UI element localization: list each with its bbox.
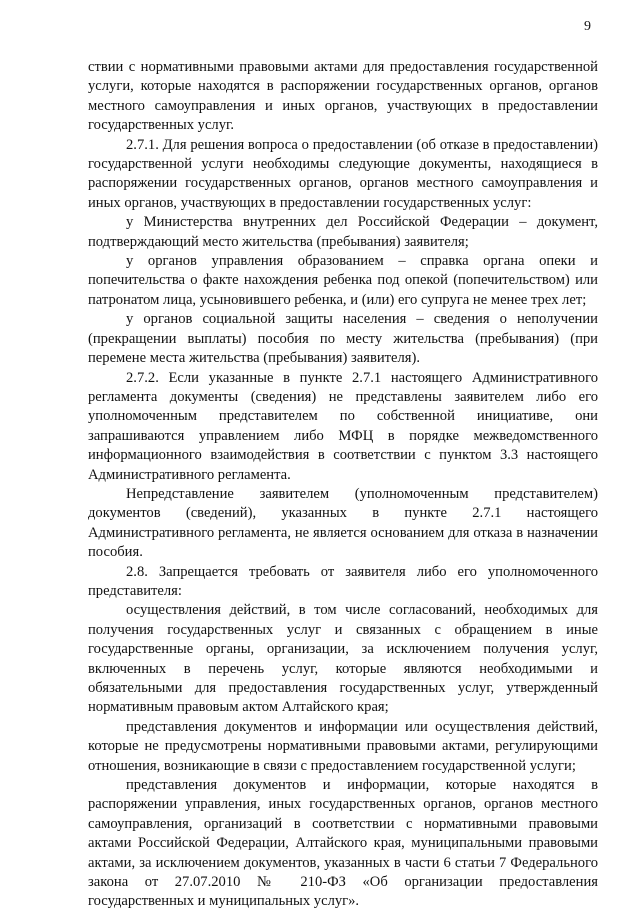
paragraph-documents-held: представления документов и информации, которые находятся в распоряжении управления, иных государственных органов, органов местного самоуправления, организаций в соответствии с нормативными правовыми актами Российской Федерации, Алтайского края, муниципальными правовыми актами, за исключением документов, указанных в части 6 статьи 7 Федерального закона от 27.07.2010 № 210-ФЗ «Об организации предоставления государственных и муниципальных услуг». <box>88 777 598 910</box>
paragraph-non-submission: Непредставление заявителем (уполномоченным представителем) документов (сведений), указанных в пункте 2.7.1 настоящего Административного регламента, не является основанием для отказа в назначении пособия. <box>88 485 598 561</box>
paragraph-social-protection: у органов социальной защиты населения – сведения о неполучении (прекращении выплаты) пособия по месту жительства (пребывания) (при перемене места жительства (пребывания) заявителя). <box>88 311 598 367</box>
paragraph-actions: осуществления действий, в том числе согласований, необходимых для получения государственных услуг и связанных с обращением в иные государственные органы, организации, за исключением получения услуг, включенных в перечень услуг, которые являются необходимыми и обязательными для предоставления государственных услуг, утвержденный нормативным правовым актом Алтайского края; <box>88 602 598 716</box>
paragraph-documents-info: представления документов и информации или осуществления действий, которые не предусмотрены нормативными правовыми актами, регулирующими отношения, возникающие в связи с предоставлением государственной услуги; <box>88 718 598 774</box>
paragraph-mvd: у Министерства внутренних дел Российской Федерации – документ, подтверждающий место жительства (пребывания) заявителя; <box>88 214 598 250</box>
document-body <box>88 58 598 912</box>
page-number: 9 <box>584 19 591 34</box>
paragraph-continuation: ствии с нормативными правовыми актами для предоставления государственной услуги, которые находятся в распоряжении государственных органов, органов местного самоуправления и иных органов, участвующих в предоставлении государственных услуг. <box>88 59 598 134</box>
paragraph-2-7-1: 2.7.1. Для решения вопроса о предоставлении (об отказе в предоставлении) государственной услуги необходимы следующие документы, находящиеся в распоряжении государственных органов, органов местного самоуправления и иных органов, участвующих в предоставлении государственных услуг: <box>88 136 598 211</box>
paragraph-2-8: 2.8. Запрещается требовать от заявителя либо его уполномоченного представителя: <box>88 563 598 599</box>
paragraph-education: у органов управления образованием – справка органа опеки и попечительства о факте нахождения ребенка под опекой (попечительством) или патронатом лица, усыновившего ребенка, и (или) его супруга не менее трех лет; <box>88 253 598 308</box>
paragraph-2-7-2: 2.7.2. Если указанные в пункте 2.7.1 настоящего Административного регламента документы (сведения) не представлены заявителем либо его уполномоченным представителем по собственной инициативе, они запрашиваются управлением либо МФЦ в порядке межведомственного информационного взаимодействия в соответствии с пунктом 3.3 настоящего Административного регламента. <box>88 369 598 483</box>
